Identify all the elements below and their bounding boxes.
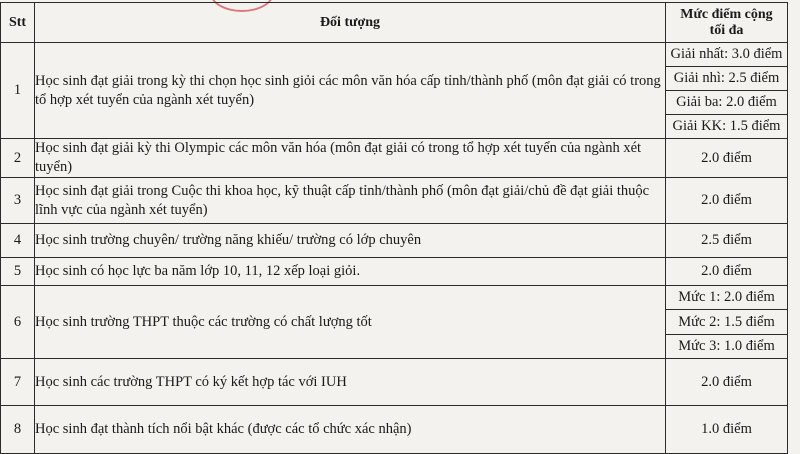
row-bonus: 2.0 điểm <box>666 178 788 224</box>
row-description: Học sinh đạt giải trong Cuộc thi khoa học, kỹ thuật cấp tỉnh/thành phố (môn đạt giải/chủ đề đạt giải thuộc lĩnh vực của ngành xét tuyển) <box>35 178 666 224</box>
table-header-row <box>1 3 788 43</box>
row-bonus: Giải nhì: 2.5 điểm <box>666 67 788 91</box>
table-row <box>1 359 788 406</box>
row-stt: 4 <box>1 224 35 258</box>
table-row <box>1 43 788 67</box>
header-bonus <box>666 3 788 43</box>
row-bonus: Giải KK: 1.5 điểm <box>666 115 788 139</box>
row-bonus: 2.0 điểm <box>666 258 788 286</box>
row-description: Học sinh trường chuyên/ trường năng khiếu/ trường có lớp chuyên <box>35 224 666 258</box>
row-bonus: 2.0 điểm <box>666 139 788 178</box>
table-row <box>1 406 788 454</box>
row-stt: 6 <box>1 286 35 359</box>
row-bonus: 2.0 điểm <box>666 359 788 406</box>
row-bonus: Giải nhất: 3.0 điểm <box>666 43 788 67</box>
row-stt: 3 <box>1 178 35 224</box>
row-description: Học sinh đạt giải trong kỳ thi chọn học sinh giỏi các môn văn hóa cấp tỉnh/thành phố (môn đạt giải có trong tổ hợp xét tuyển của ngành xét tuyển) <box>35 43 666 139</box>
table-row <box>1 286 788 310</box>
row-bonus: 1.0 điểm <box>666 406 788 454</box>
row-description: Học sinh trường THPT thuộc các trường có chất lượng tốt <box>35 286 666 359</box>
bonus-points-table <box>0 2 788 454</box>
row-description: Học sinh có học lực ba năm lớp 10, 11, 12 xếp loại giỏi. <box>35 258 666 286</box>
table-row <box>1 139 788 178</box>
row-description: Học sinh đạt thành tích nổi bật khác (được các tổ chức xác nhận) <box>35 406 666 454</box>
row-stt: 8 <box>1 406 35 454</box>
row-bonus: Mức 3: 1.0 điểm <box>666 335 788 359</box>
row-bonus: Mức 2: 1.5 điểm <box>666 310 788 335</box>
table-row <box>1 224 788 258</box>
row-stt: 1 <box>1 43 35 139</box>
header-bonus-line1: Mức điểm cộng <box>680 6 773 22</box>
row-bonus: 2.5 điểm <box>666 224 788 258</box>
row-stt: 5 <box>1 258 35 286</box>
row-description: Học sinh đạt giải kỳ thi Olympic các môn văn hóa (môn đạt giải có trong tổ hợp xét tuyển của ngành xét tuyển) <box>35 139 666 178</box>
row-description: Học sinh các trường THPT có ký kết hợp tác với IUH <box>35 359 666 406</box>
row-bonus: Giải ba: 2.0 điểm <box>666 91 788 115</box>
header-stt: Stt <box>1 3 35 43</box>
row-stt: 7 <box>1 359 35 406</box>
table-row <box>1 178 788 224</box>
header-object: Đối tượng <box>35 3 666 43</box>
table-row <box>1 258 788 286</box>
row-bonus: Mức 1: 2.0 điểm <box>666 286 788 310</box>
row-stt: 2 <box>1 139 35 178</box>
header-bonus-line2: tối đa <box>709 22 744 38</box>
